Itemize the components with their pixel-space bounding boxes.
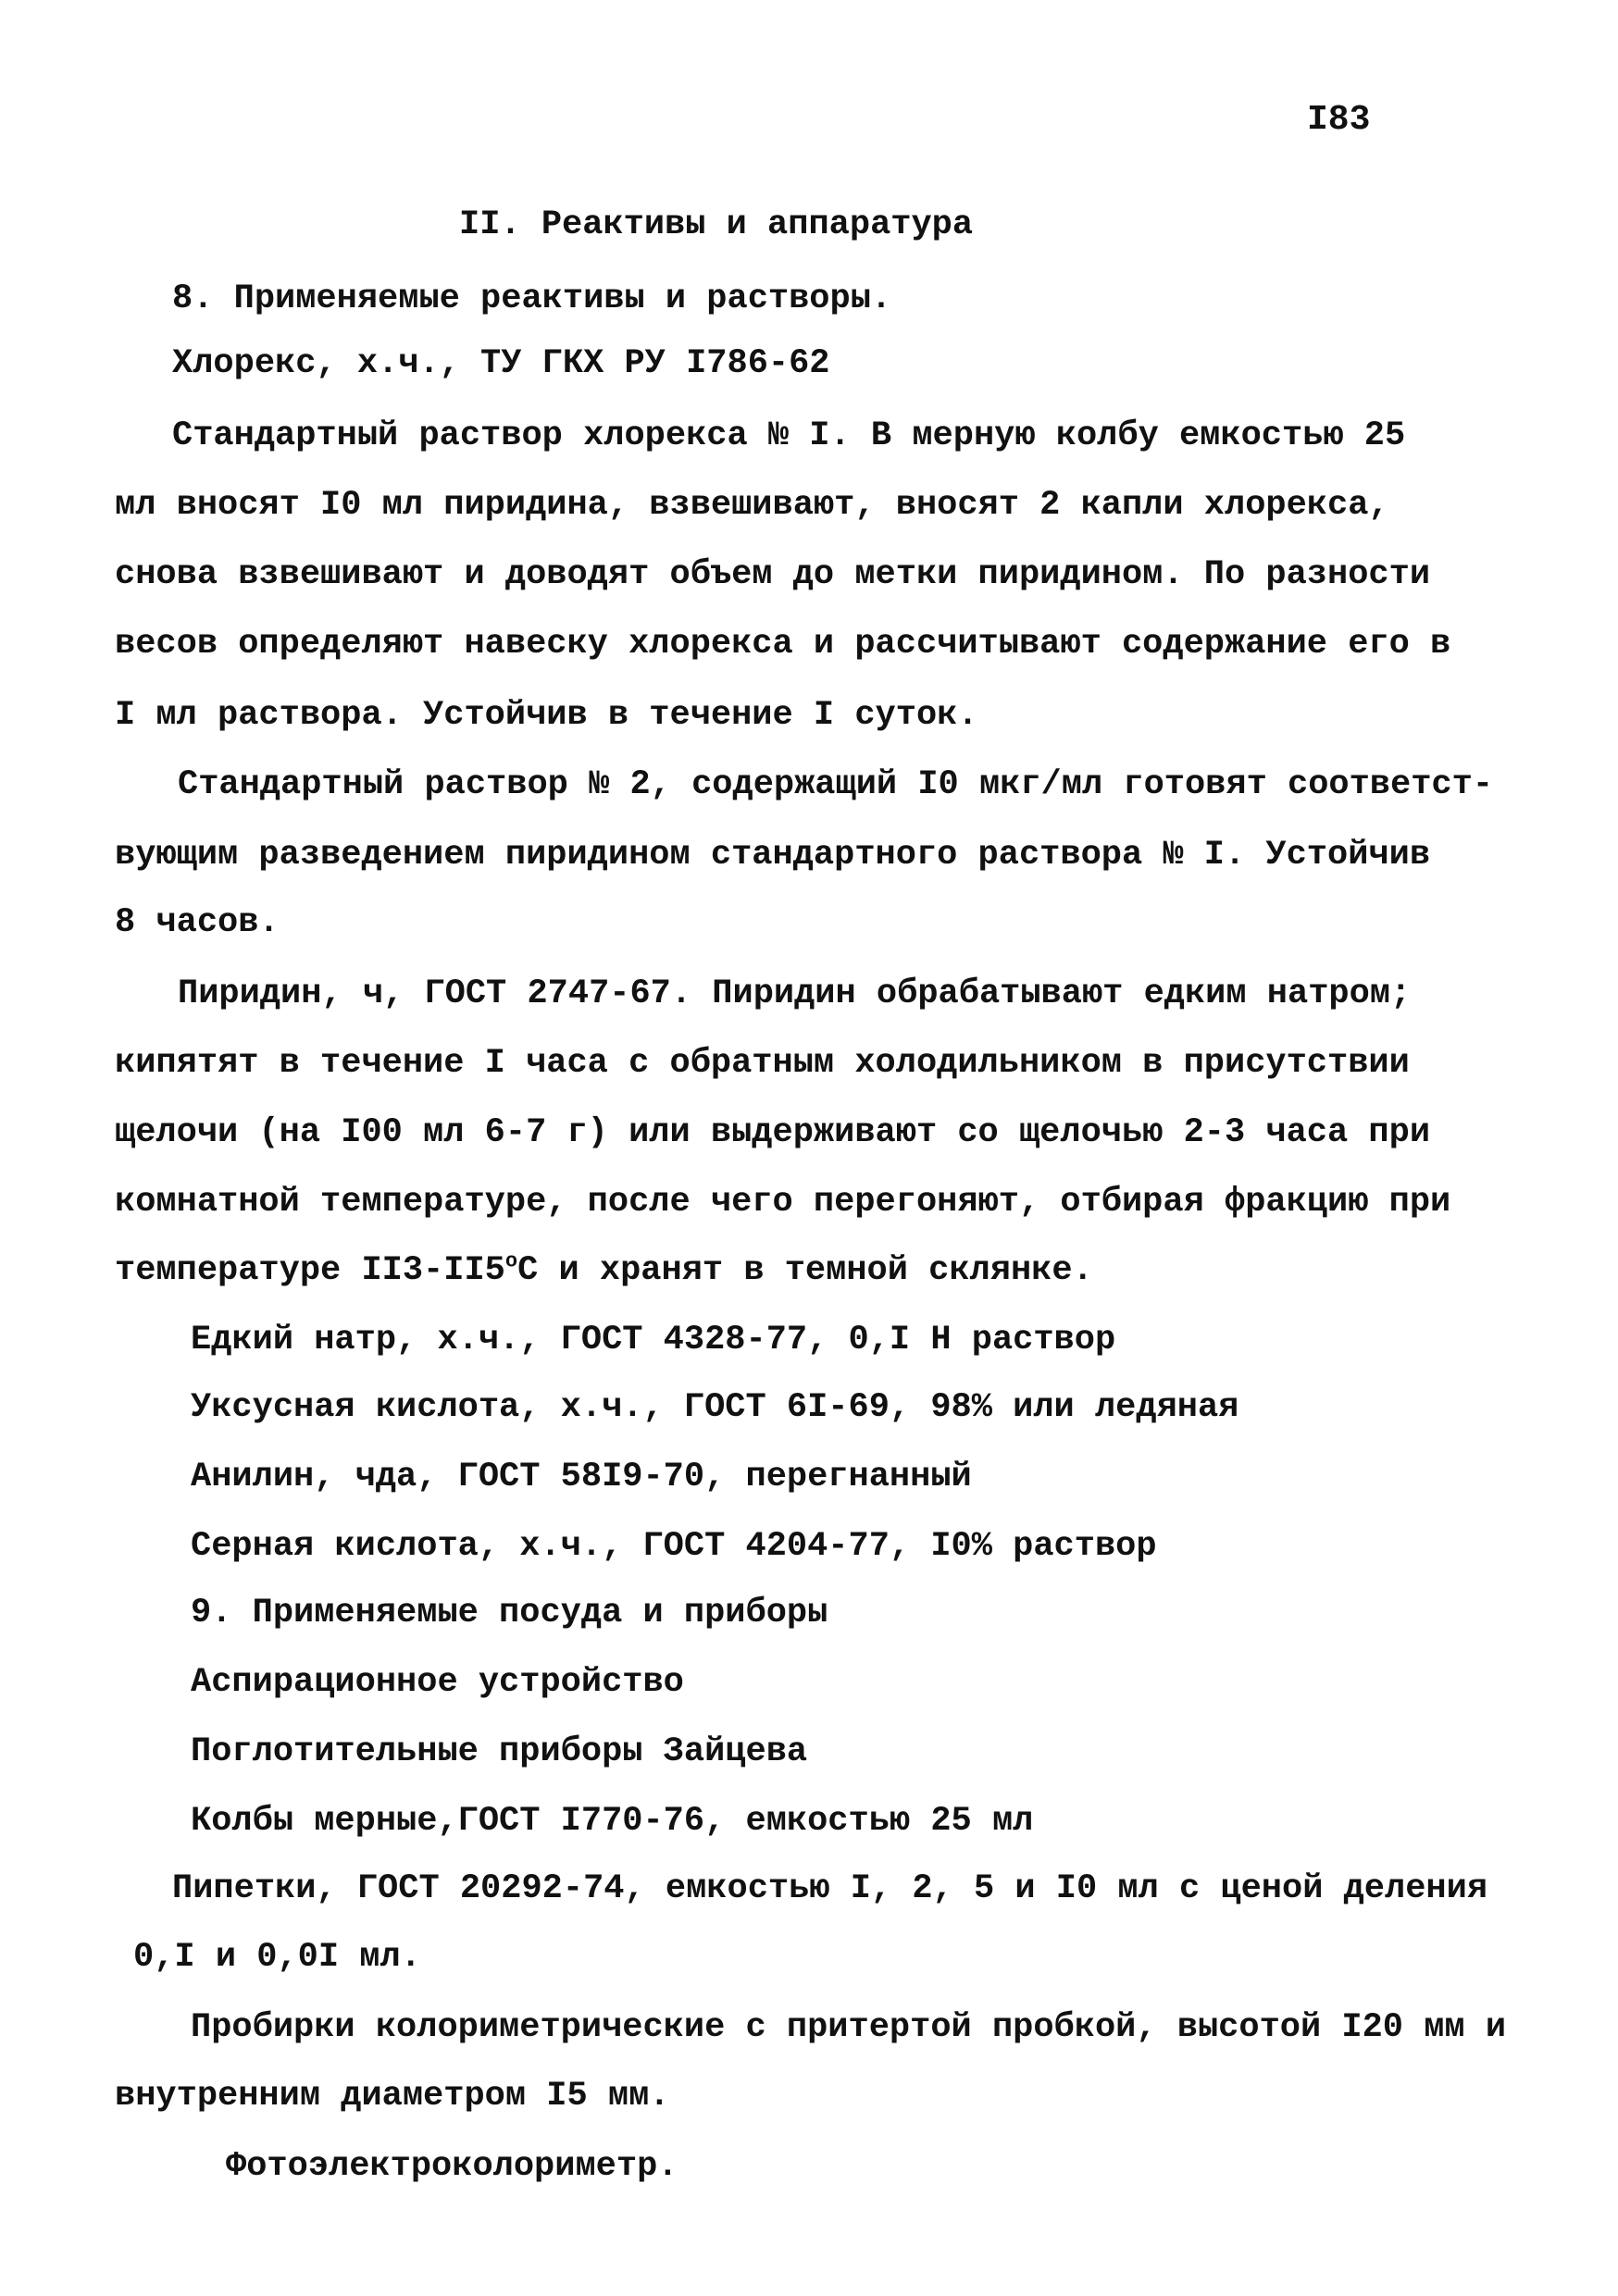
- reagent-sodium-hydroxide: Едкий натр, х.ч., ГОСТ 4328-77, 0,I Н раствор: [191, 1321, 1116, 1359]
- reagent-aniline: Анилин, чда, ГОСТ 58I9-70, перегнанный: [191, 1458, 972, 1496]
- para3-line5-end: С и хранят в темной склянке.: [517, 1251, 1093, 1290]
- reagent-acetic-acid: Уксусная кислота, х.ч., ГОСТ 6I-69, 98% или ледяная: [191, 1388, 1239, 1427]
- para3-line3: щелочи (на I00 мл 6-7 г) или выдерживают со щелочью 2-3 часа при: [115, 1113, 1431, 1152]
- degree-sign: o: [504, 1249, 518, 1273]
- photometer: Фотоэлектроколориметр.: [226, 2147, 678, 2186]
- item9-heading: 9. Применяемые посуда и приборы: [191, 1594, 828, 1632]
- equipment-flasks: Колбы мерные,ГОСТ I770-76, емкостью 25 мл: [191, 1802, 1034, 1841]
- tubes-line1: Пробирки колориметрические с притертой пробкой, высотой I20 мм и: [191, 2008, 1507, 2047]
- para2-line2: вующим разведением пиридином стандартного раствора № I. Устойчив: [115, 836, 1431, 875]
- equipment-aspirator: Аспирационное устройство: [191, 1663, 684, 1702]
- para3-line1: Пиридин, ч, ГОСТ 2747-67. Пиридин обрабатывают едким натром;: [178, 974, 1412, 1013]
- para2-line1: Стандартный раствор № 2, содержащий I0 мкг/мл готовят соответст-: [178, 765, 1494, 804]
- para3-line4: комнатной температуре, после чего перегоняют, отбирая фракцию при: [115, 1183, 1451, 1222]
- para1-line1: Стандартный раствор хлорекса № I. В мерную колбу емкостью 25: [172, 416, 1406, 455]
- tubes-line2: внутренним диаметром I5 мм.: [115, 2077, 670, 2116]
- para3-line5-start: температуре II3-II5: [115, 1251, 505, 1290]
- chlorex-spec: Хлорекс, х.ч., ТУ ГКХ РУ I786-62: [172, 344, 830, 383]
- para2-line3: 8 часов.: [115, 903, 280, 942]
- para3-line2: кипятят в течение I часа с обратным холодильником в присутствии: [115, 1044, 1410, 1083]
- reagent-sulfuric-acid: Серная кислота, х.ч., ГОСТ 4204-77, I0% раствор: [191, 1527, 1157, 1566]
- pipettes-line2: 0,I и 0,0I мл.: [133, 1938, 421, 1977]
- section-heading: II. Реактивы и аппаратура: [459, 205, 974, 244]
- para3-line5: [115, 1251, 1093, 1290]
- pipettes-line1: Пипетки, ГОСТ 20292-74, емкостью I, 2, 5 и I0 мл с ценой деления: [172, 1869, 1488, 1908]
- para1-line3: снова взвешивают и доводят объем до метки пиридином. По разности: [115, 555, 1431, 594]
- page-number: I83: [1307, 100, 1371, 140]
- para1-line5: I мл раствора. Устойчив в течение I суток.: [115, 696, 978, 735]
- item8-heading: 8. Применяемые реактивы и растворы.: [172, 279, 892, 318]
- para1-line2: мл вносят I0 мл пиридина, взвешивают, вносят 2 капли хлорекса,: [115, 486, 1389, 525]
- equipment-absorbers: Поглотительные приборы Зайцева: [191, 1732, 808, 1771]
- para1-line4: весов определяют навеску хлорекса и рассчитывают содержание его в: [115, 625, 1451, 664]
